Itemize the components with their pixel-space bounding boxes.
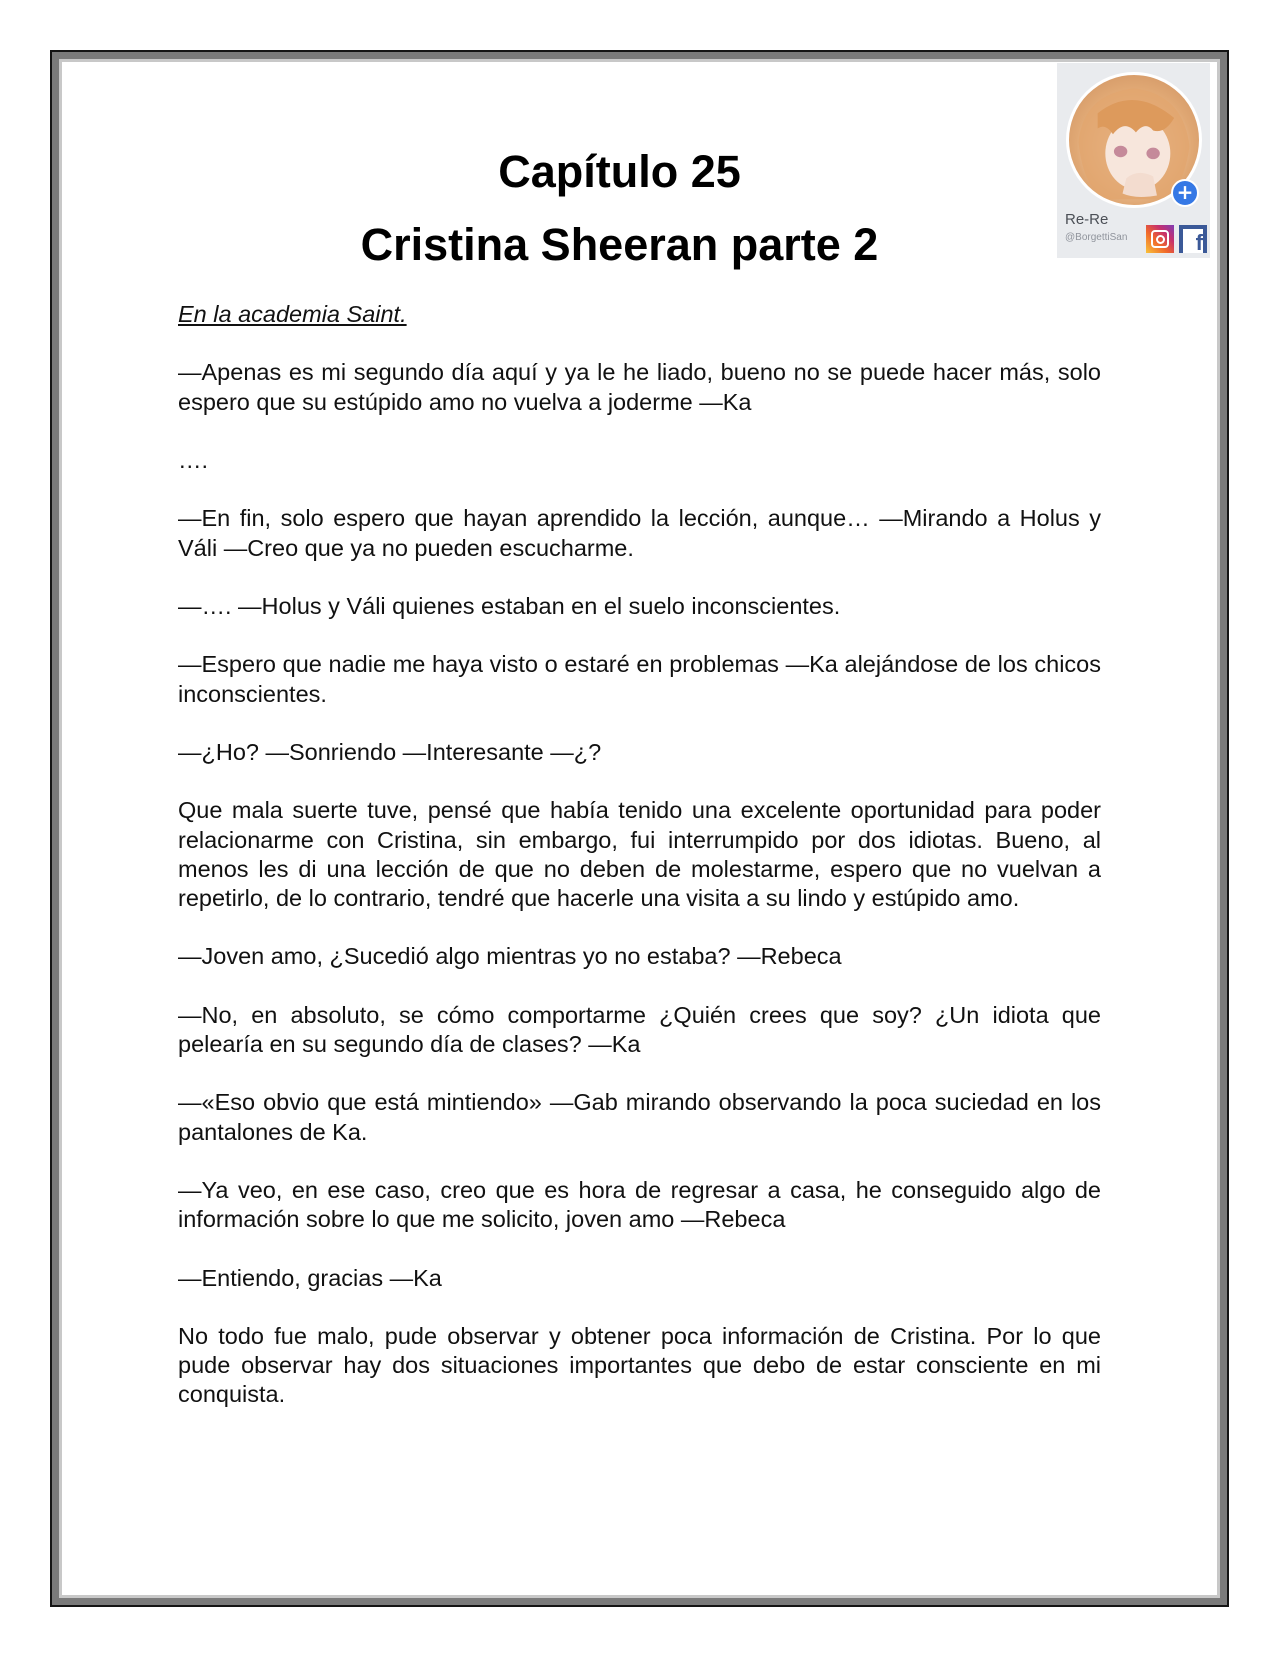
paragraph: —Apenas es mi segundo día aquí y ya le he liado, bueno no se puede hacer más, solo espero que su estúpido amo no vuelva a joderme —Ka	[178, 359, 1101, 415]
paragraph: No todo fue malo, pude observar y obtener poca información de Cristina. Por lo que pude observar hay dos situaciones importantes que debo de estar consciente en mi conquista.	[178, 1322, 1101, 1408]
instagram-icon[interactable]	[1146, 225, 1174, 253]
profile-card[interactable]	[1057, 63, 1210, 258]
paragraph: —¿Ho? —Sonriendo —Interesante —¿?	[178, 738, 602, 765]
chapter-body	[178, 300, 1101, 1439]
paragraph: Que mala suerte tuve, pensé que había tenido una excelente oportunidad para poder relacionarme con Cristina, sin embargo, fui interrumpido por dos idiotas. Bueno, al menos les di una lección de que no deben de molestarme, espero que no vuelvan a repetirlo, de lo contrario, tendré que hacerle una visita a su lindo y estúpido amo.	[178, 797, 1101, 911]
paragraph: —Ya veo, en ese caso, creo que es hora de regresar a casa, he conseguido algo de información sobre lo que me solicito, joven amo —Rebeca	[178, 1176, 1101, 1233]
paragraph: —Espero que nadie me haya visto o estaré en problemas —Ka alejándose de los chicos inconscientes.	[178, 651, 1101, 707]
paragraph: —No, en absoluto, se cómo comportarme ¿Quién crees que soy? ¿Un idiota que pelearía en su segundo día de clases? —Ka	[178, 1001, 1101, 1057]
paragraph: —…. —Holus y Váli quienes estaban en el suelo inconscientes.	[178, 592, 841, 619]
scene-heading: En la academia Saint.	[178, 301, 407, 327]
plus-icon: +	[1176, 180, 1194, 204]
chapter-title: Capítulo 25	[498, 146, 741, 197]
paragraph: —En fin, solo espero que hayan aprendido la lección, aunque… —Mirando a Holus y Váli —Creo que ya no pueden escucharme.	[178, 505, 1101, 561]
add-follow-button[interactable]	[1171, 179, 1199, 207]
paragraph: —«Eso obvio que está mintiendo» —Gab mirando observando la poca suciedad en los pantalones de Ka.	[178, 1089, 1101, 1145]
facebook-icon[interactable]	[1179, 225, 1207, 253]
chapter-subtitle: Cristina Sheeran parte 2	[360, 219, 879, 270]
profile-name: Re-Re	[1065, 211, 1109, 228]
paragraph: —Entiendo, gracias —Ka	[178, 1264, 442, 1291]
facebook-glyph: f	[1183, 229, 1203, 253]
profile-handle: @BorgettiSan	[1065, 232, 1128, 243]
paragraph: ….	[178, 446, 209, 473]
paragraph: —Joven amo, ¿Sucedió algo mientras yo no estaba? —Rebeca	[178, 943, 842, 970]
